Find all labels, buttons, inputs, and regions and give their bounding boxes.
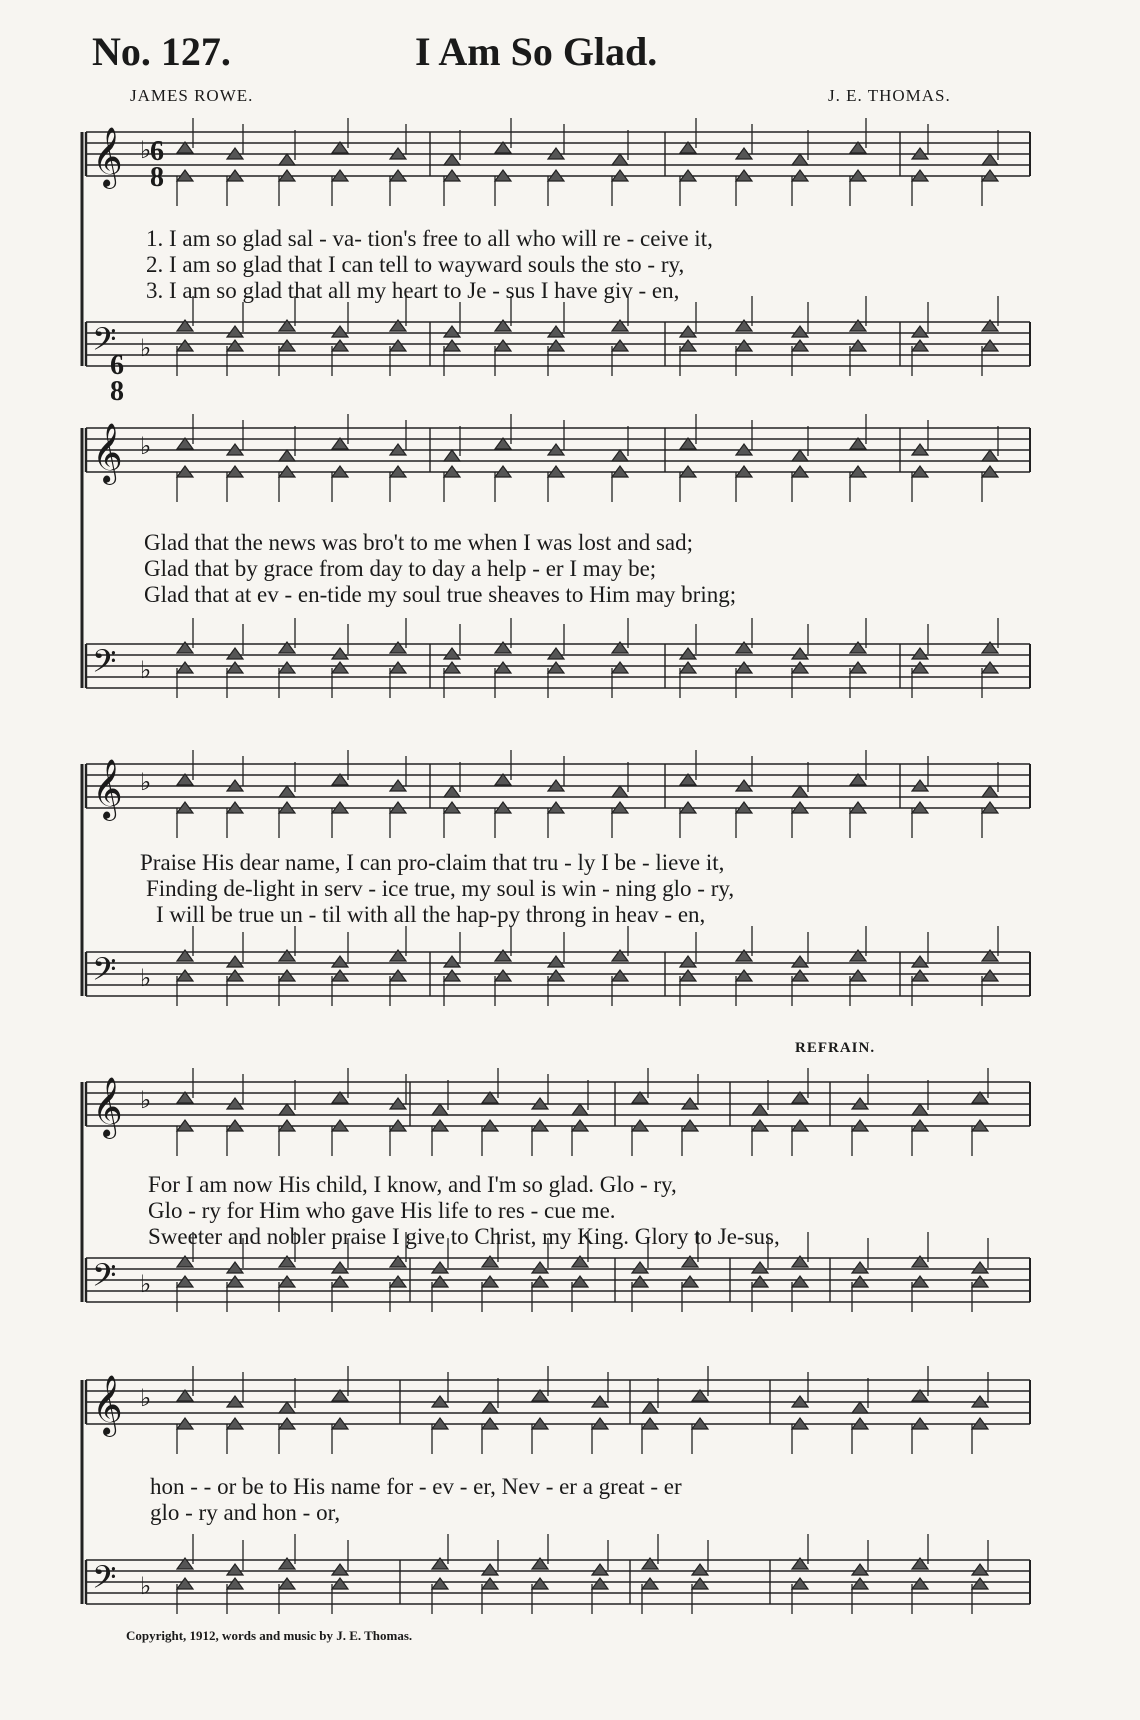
note-head — [912, 648, 928, 659]
note-head — [612, 340, 628, 351]
note-head — [332, 956, 348, 967]
note-head — [972, 1578, 988, 1589]
note-head — [332, 1276, 348, 1287]
note-head — [792, 154, 808, 165]
note-head — [972, 1262, 988, 1273]
note-head — [752, 1262, 768, 1273]
note-head — [532, 1578, 548, 1589]
note-head — [482, 1578, 498, 1589]
note-head — [390, 970, 406, 981]
note-head — [177, 340, 193, 351]
note-head — [792, 970, 808, 981]
hymn-title: I Am So Glad. — [415, 29, 658, 74]
bass-clef-icon: 𝄢 — [92, 1559, 117, 1603]
note-head — [792, 956, 808, 967]
note-head — [792, 786, 808, 797]
note-head — [279, 340, 295, 351]
copyright-notice: Copyright, 1912, words and music by J. E. Thomas. — [126, 1628, 413, 1643]
treble-clef-icon: 𝄞 — [92, 423, 123, 483]
note-head — [390, 1276, 406, 1287]
flat-icon: ♭ — [140, 1270, 152, 1298]
lyric-line: Finding de-light in serv - ice true, my soul is win - ning glo - ry, — [146, 876, 735, 901]
note-head — [850, 970, 866, 981]
note-head — [279, 1276, 295, 1287]
note-head — [912, 1578, 928, 1589]
note-head — [495, 340, 511, 351]
note-head — [532, 1276, 548, 1287]
time-signature-bottom: 8 — [150, 162, 164, 193]
lyricist-credit: JAMES ROWE. — [130, 86, 254, 105]
note-head — [982, 662, 998, 673]
note-head — [850, 662, 866, 673]
note-head — [736, 340, 752, 351]
note-head — [227, 326, 243, 337]
note-head — [852, 1564, 868, 1575]
note-head — [792, 1276, 808, 1287]
note-head — [680, 648, 696, 659]
lyric-line: Sweeter and nobler praise I give to Christ, my King. Glory to Je-sus, — [148, 1224, 780, 1249]
note-head — [548, 648, 564, 659]
note-head — [432, 1578, 448, 1589]
note-head — [332, 970, 348, 981]
note-head — [752, 1104, 768, 1115]
time-signature-top: 6 — [150, 136, 164, 167]
note-head — [177, 1276, 193, 1287]
note-head — [279, 1104, 295, 1115]
note-head — [736, 662, 752, 673]
lyric-line: Glad that at ev - en-tide my soul true sheaves to Him may bring; — [144, 582, 737, 607]
bass-clef-icon: 𝄢 — [92, 1257, 117, 1301]
hymn-number: No. 127. — [92, 29, 231, 74]
note-head — [912, 970, 928, 981]
bass-time-signature-top: 6 — [110, 350, 124, 381]
note-head — [792, 450, 808, 461]
bass-time-signature-bottom: 8 — [110, 376, 124, 407]
note-head — [432, 1104, 448, 1115]
note-head — [680, 340, 696, 351]
flat-icon: ♭ — [140, 1086, 152, 1114]
note-head — [852, 1262, 868, 1273]
note-head — [227, 1262, 243, 1273]
note-head — [444, 786, 460, 797]
note-head — [612, 450, 628, 461]
lyric-line: Glo - ry for Him who gave His life to res - cue me. — [148, 1198, 616, 1223]
note-head — [612, 662, 628, 673]
flat-icon: ♭ — [140, 1384, 152, 1412]
note-head — [332, 1578, 348, 1589]
lyric-line: I will be true un - til with all the hap-py throng in heav - en, — [156, 902, 706, 927]
note-head — [736, 970, 752, 981]
bass-clef-icon: 𝄢 — [92, 643, 117, 687]
lyric-line: Praise His dear name, I can pro-claim that tru - ly I be - lieve it, — [140, 850, 725, 875]
lyric-line: Glad that the news was bro't to me when I was lost and sad; — [144, 530, 694, 555]
note-head — [432, 1262, 448, 1273]
flat-icon: ♭ — [140, 334, 152, 362]
note-head — [482, 1402, 498, 1413]
note-head — [444, 326, 460, 337]
note-head — [444, 662, 460, 673]
lyric-line: For I am now His child, I know, and I'm so glad. Glo - ry, — [148, 1172, 677, 1197]
note-head — [548, 326, 564, 337]
note-head — [680, 662, 696, 673]
note-head — [390, 340, 406, 351]
note-head — [227, 648, 243, 659]
note-head — [548, 340, 564, 351]
note-head — [850, 340, 866, 351]
note-head — [972, 1564, 988, 1575]
note-head — [177, 970, 193, 981]
note-head — [642, 1402, 658, 1413]
note-head — [792, 340, 808, 351]
note-head — [972, 1276, 988, 1287]
refrain-label: REFRAIN. — [795, 1040, 876, 1056]
lyric-line: 3. I am so glad that all my heart to Je - sus I have giv - en, — [146, 278, 680, 303]
note-head — [227, 1564, 243, 1575]
note-head — [792, 326, 808, 337]
note-head — [792, 648, 808, 659]
note-head — [982, 450, 998, 461]
note-head — [592, 1578, 608, 1589]
flat-icon: ♭ — [140, 432, 152, 460]
note-head — [444, 648, 460, 659]
note-head — [572, 1276, 588, 1287]
note-head — [680, 326, 696, 337]
composer-credit: J. E. THOMAS. — [828, 86, 951, 105]
flat-icon: ♭ — [140, 768, 152, 796]
note-head — [548, 662, 564, 673]
note-head — [279, 154, 295, 165]
note-head — [680, 956, 696, 967]
note-head — [390, 662, 406, 673]
treble-clef-icon: 𝄞 — [92, 759, 123, 819]
note-head — [279, 662, 295, 673]
note-head — [444, 956, 460, 967]
note-head — [332, 648, 348, 659]
note-head — [227, 956, 243, 967]
note-head — [227, 340, 243, 351]
note-head — [279, 970, 295, 981]
note-head — [444, 154, 460, 165]
note-head — [852, 1402, 868, 1413]
note-head — [692, 1578, 708, 1589]
note-head — [332, 1262, 348, 1273]
note-head — [612, 786, 628, 797]
note-head — [548, 970, 564, 981]
note-head — [444, 340, 460, 351]
note-head — [495, 970, 511, 981]
lyric-line: Glad that by grace from day to day a help - er I may be; — [144, 556, 657, 581]
note-head — [792, 1578, 808, 1589]
lyric-line: 2. I am so glad that I can tell to wayward souls the sto - ry, — [146, 252, 685, 277]
note-head — [227, 1276, 243, 1287]
note-head — [482, 1276, 498, 1287]
note-head — [982, 970, 998, 981]
note-head — [642, 1578, 658, 1589]
note-head — [632, 1276, 648, 1287]
note-head — [912, 1104, 928, 1115]
note-head — [852, 1578, 868, 1589]
flat-icon: ♭ — [140, 656, 152, 684]
note-head — [227, 970, 243, 981]
note-head — [332, 326, 348, 337]
note-head — [592, 1564, 608, 1575]
note-head — [279, 450, 295, 461]
note-head — [548, 956, 564, 967]
flat-icon: ♭ — [140, 1572, 152, 1600]
note-head — [682, 1276, 698, 1287]
note-head — [332, 1564, 348, 1575]
note-head — [532, 1262, 548, 1273]
note-head — [612, 154, 628, 165]
note-head — [912, 1276, 928, 1287]
lyric-line: hon - - or be to His name for - ev - er, Nev - er a great - er — [150, 1474, 682, 1499]
note-head — [792, 662, 808, 673]
note-head — [692, 1564, 708, 1575]
note-head — [495, 662, 511, 673]
note-head — [279, 1402, 295, 1413]
note-head — [332, 340, 348, 351]
flat-icon: ♭ — [140, 964, 152, 992]
lyric-line: 1. I am so glad sal - va- tion's free to all who will re - ceive it, — [146, 226, 713, 251]
note-head — [444, 450, 460, 461]
note-head — [177, 662, 193, 673]
note-head — [227, 1578, 243, 1589]
note-head — [912, 326, 928, 337]
note-head — [912, 340, 928, 351]
note-head — [482, 1564, 498, 1575]
note-head — [982, 786, 998, 797]
lyric-line: glo - ry and hon - or, — [150, 1500, 341, 1525]
note-head — [444, 970, 460, 981]
bass-clef-icon: 𝄢 — [92, 951, 117, 995]
note-head — [632, 1262, 648, 1273]
note-head — [279, 1578, 295, 1589]
note-head — [912, 956, 928, 967]
note-head — [572, 1104, 588, 1115]
bass-clef-icon: 𝄢 — [92, 321, 117, 365]
note-head — [177, 1578, 193, 1589]
note-head — [227, 662, 243, 673]
flat-icon: ♭ — [140, 136, 152, 164]
note-head — [982, 340, 998, 351]
note-head — [432, 1276, 448, 1287]
note-head — [912, 662, 928, 673]
note-head — [279, 786, 295, 797]
note-head — [982, 154, 998, 165]
treble-clef-icon: 𝄞 — [92, 1077, 123, 1137]
note-head — [332, 662, 348, 673]
note-head — [752, 1276, 768, 1287]
note-head — [680, 970, 696, 981]
note-head — [852, 1276, 868, 1287]
note-head — [612, 970, 628, 981]
treble-clef-icon: 𝄞 — [92, 127, 123, 187]
treble-clef-icon: 𝄞 — [92, 1375, 123, 1435]
